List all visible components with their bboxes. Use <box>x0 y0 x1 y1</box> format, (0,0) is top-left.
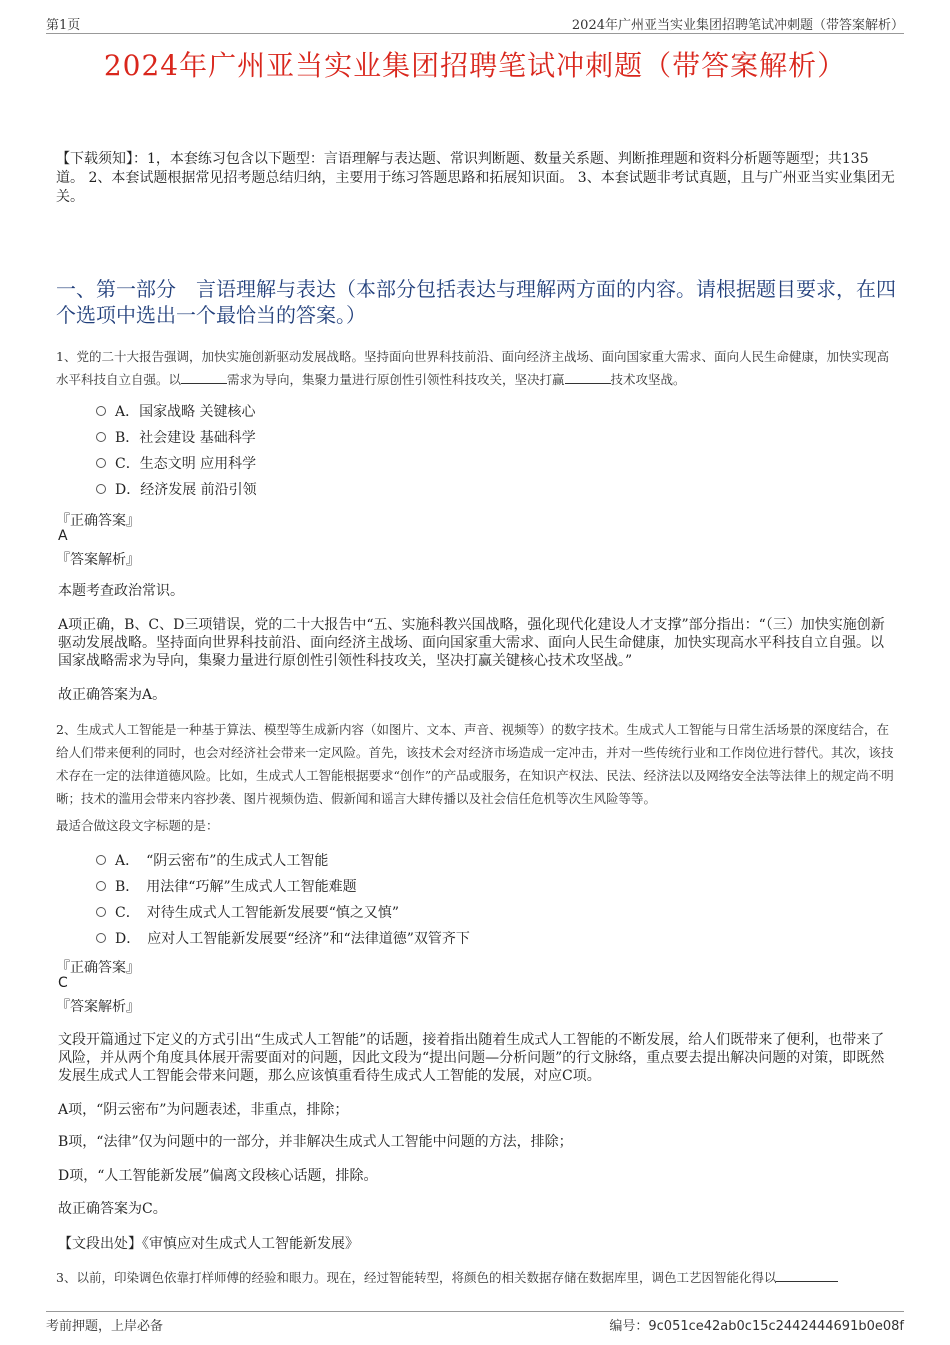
answer-analysis-label: 『答案解析』 <box>56 552 140 568</box>
radio-icon[interactable] <box>96 484 106 494</box>
analysis-paragraph: 本题考查政治常识。 <box>58 583 184 599</box>
analysis-paragraph: A项，“阴云密布”为问题表述，非重点，排除； <box>58 1102 349 1118</box>
radio-icon[interactable] <box>96 458 106 468</box>
radio-icon[interactable] <box>96 406 106 416</box>
radio-icon[interactable] <box>96 432 106 442</box>
document-title: 2024年广州亚当实业集团招聘笔试冲刺题（带答案解析） <box>103 49 847 82</box>
document-id: 编号：9c051ce42ab0c15c2442444691b0e08f <box>609 1319 904 1334</box>
correct-answer-value: C <box>58 975 68 991</box>
radio-icon[interactable] <box>96 881 106 891</box>
correct-answer-label: 『正确答案』 <box>56 513 140 529</box>
footer-divider <box>46 1311 904 1312</box>
question-2-option-c[interactable]: C． 对待生成式人工智能新发展要“慎之又慎” <box>96 904 399 922</box>
analysis-paragraph: 文段开篇通过下定义的方式引出“生成式人工智能”的话题，接着指出随着生成式人工智能的不断发展，给人们既带来了便利，也带来了风险，并从两个角度具体展开需要面对的问题，因此文段为“提出问题—分析问题”的行文脉络，重点要去提出解决问题的对策，即既然发展生成式人工智能会带来问题，那么应该慎重看待生成式人工智能的发展，对应C项。 <box>58 1032 885 1084</box>
download-notice: 【下载须知】：1，本套练习包含以下题型：言语理解与表达题、常识判断题、数量关系题、判断推理题和资料分析题等题型；共135道。 2、本套试题根据常见招考题总结归纳，主要用于练习答题思路和拓展知识面。 3、本套试题非考试真题，且与广州亚当实业集团无关。 <box>56 151 895 205</box>
answer-blank <box>565 371 611 384</box>
analysis-paragraph: A项正确，B、C、D三项错误，党的二十大报告中“五、实施科教兴国战略，强化现代化建设人才支撑”部分指出：“（三）加快实施创新驱动发展战略。坚持面向世界科技前沿、面向经济主战场、面向国家重大需求、面向人民生命健康，加快实现高水平科技自立自强。以国家战略需求为导向，集聚力量进行原创性引领性科技攻关，坚决打赢关键核心技术攻坚战。” <box>58 617 885 669</box>
question-3-stem: 3、以前，印染调色依靠打样师傅的经验和眼力。现在，经过智能转型，将颜色的相关数据存储在数据库里，调色工艺因智能化得以 <box>56 1266 898 1289</box>
correct-answer-value: A <box>58 528 68 544</box>
correct-answer-label: 『正确答案』 <box>56 960 140 976</box>
radio-icon[interactable] <box>96 907 106 917</box>
page-number: 第1页 <box>46 18 81 33</box>
question-1-option-b[interactable]: B．社会建设 基础科学 <box>96 429 256 447</box>
question-1-option-c[interactable]: C．生态文明 应用科学 <box>96 455 256 473</box>
question-1-option-a[interactable]: A．国家战略 关键核心 <box>96 403 256 421</box>
question-2-prompt: 最适合做这段文字标题的是： <box>56 818 219 833</box>
footer-slogan: 考前押题，上岸必备 <box>46 1319 164 1334</box>
analysis-paragraph: 故正确答案为A。 <box>58 687 167 703</box>
question-2-option-a[interactable]: A． “阴云密布”的生成式人工智能 <box>96 852 328 870</box>
answer-analysis-label: 『答案解析』 <box>56 999 140 1015</box>
section-title: 一、第一部分 言语理解与表达（本部分包括表达与理解两方面的内容。请根据题目要求，在四个选项中选出一个最恰当的答案。） <box>56 277 896 327</box>
question-2-stem: 2、生成式人工智能是一种基于算法、模型等生成新内容（如图片、文本、声音、视频等）的数字技术。生成式人工智能与日常生活场景的深度结合，在给人们带来便利的同时，也会对经济社会带来一定风险。首先，该技术会对经济市场造成一定冲击，并对一些传统行业和工作岗位进行替代。其次，该技术存在一定的法律道德风险。比如，生成式人工智能根据要求“创作”的产品或服务，在知识产权法、民法、经济法以及网络安全法等法律上的规定尚不明晰；技术的滥用会带来内容抄袭、图片视频伪造、假新闻和谣言大肆传播以及社会信任危机等次生风险等等。 <box>56 722 894 806</box>
answer-blank <box>181 371 227 384</box>
answer-blank <box>776 1269 838 1282</box>
analysis-paragraph: D项，“人工智能新发展”偏离文段核心话题，排除。 <box>58 1168 378 1184</box>
question-1-option-d[interactable]: D．经济发展 前沿引领 <box>96 481 257 499</box>
analysis-paragraph: B项，“法律”仅为问题中的一部分，并非解决生成式人工智能中问题的方法，排除； <box>58 1134 573 1150</box>
running-title: 2024年广州亚当实业集团招聘笔试冲刺题（带答案解析） <box>571 18 904 33</box>
question-1-stem: 1、党的二十大报告强调，加快实施创新驱动发展战略。坚持面向世界科技前沿、面向经济主战场、面向国家重大需求、面向人民生命健康，加快实现高水平科技自立自强。以 需求为导向，集聚力量进行原创性引领性科技攻关，坚决打赢 技术攻坚战。 <box>56 349 889 387</box>
radio-icon[interactable] <box>96 855 106 865</box>
radio-icon[interactable] <box>96 933 106 943</box>
source-citation: 【文段出处】《审慎应对生成式人工智能新发展》 <box>58 1236 359 1252</box>
question-2-option-b[interactable]: B． 用法律“巧解”生成式人工智能难题 <box>96 878 357 896</box>
header-divider <box>46 33 904 34</box>
analysis-paragraph: 故正确答案为C。 <box>58 1201 167 1217</box>
question-2-option-d[interactable]: D． 应对人工智能新发展要“经济”和“法律道德”双管齐下 <box>96 930 470 948</box>
